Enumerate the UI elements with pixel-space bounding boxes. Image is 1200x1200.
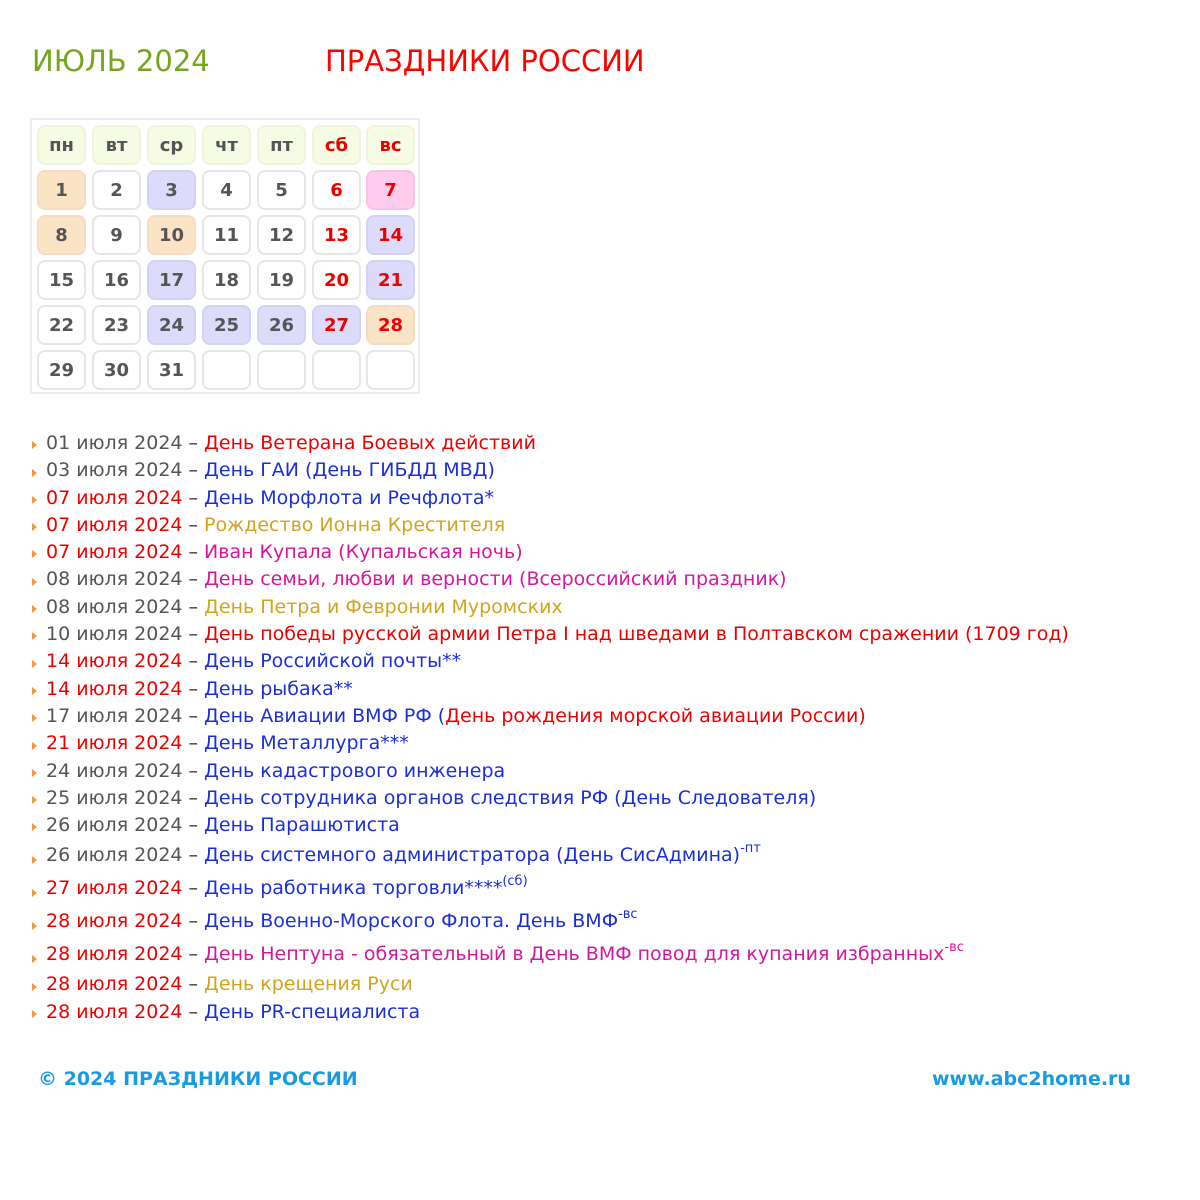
holiday-name-part: День победы русской армии Петра I над шведами в Полтавском сражении (1709 год): [204, 623, 1069, 646]
calendar-day: 7: [366, 170, 415, 210]
page-title: ПРАЗДНИКИ РОССИИ: [325, 44, 645, 78]
holiday-item: [32, 938, 1069, 971]
weekday-header: чт: [202, 125, 251, 165]
holiday-dash: –: [188, 486, 199, 509]
holiday-item: [32, 905, 1069, 938]
holiday-date: 07 июля 2024: [46, 486, 183, 509]
holiday-dash: –: [188, 943, 199, 966]
holiday-name: [204, 566, 787, 593]
calendar-day: 19: [257, 260, 306, 300]
bullet-arrow-icon: [32, 523, 37, 531]
holiday-name: [204, 457, 495, 484]
bullet-arrow-icon: [32, 578, 37, 586]
holiday-name-part: День Нептуна - обязательный в День ВМФ повод для купания избранных: [204, 943, 945, 966]
holiday-name: [204, 971, 413, 998]
holiday-name: [204, 999, 420, 1026]
holiday-note-superscript: -вс: [618, 907, 638, 923]
calendar-empty-cell: [312, 350, 361, 390]
holiday-name-part: День Парашютиста: [204, 814, 400, 837]
holiday-dash: –: [188, 844, 199, 867]
holiday-name: [204, 594, 563, 621]
calendar-day: 10: [147, 215, 196, 255]
holiday-dash: –: [188, 541, 199, 564]
weekday-header: пт: [257, 125, 306, 165]
holiday-dash: –: [188, 432, 199, 454]
holiday-item: [32, 872, 1069, 905]
holiday-date: 08 июля 2024: [46, 568, 183, 591]
holiday-name: [204, 676, 353, 703]
weekday-header: сб: [312, 125, 361, 165]
holiday-item: [32, 703, 1069, 730]
holiday-item: [32, 621, 1069, 648]
weekday-header: пн: [37, 125, 86, 165]
holiday-name-part: День рождения морской авиации России): [445, 704, 866, 727]
holiday-name: [204, 703, 866, 730]
footer-copyright: © 2024 ПРАЗДНИКИ РОССИИ: [38, 1068, 358, 1090]
holiday-date: 28 июля 2024: [46, 910, 183, 933]
holiday-dash: –: [188, 704, 199, 727]
holiday-date: 28 июля 2024: [46, 943, 183, 966]
bullet-arrow-icon: [32, 605, 37, 613]
calendar-day: 4: [202, 170, 251, 210]
holiday-name: [204, 539, 523, 566]
holiday-item: [32, 485, 1069, 512]
holiday-name-part: День Российской почты**: [204, 650, 462, 673]
holiday-name: [204, 648, 461, 675]
holiday-date: 28 июля 2024: [46, 1000, 183, 1023]
holiday-name-part: День рыбака**: [204, 677, 353, 700]
bullet-arrow-icon: [32, 632, 37, 640]
weekday-header: вт: [92, 125, 141, 165]
holiday-item: [32, 539, 1069, 566]
holiday-dash: –: [188, 732, 199, 755]
holiday-date: 21 июля 2024: [46, 732, 183, 755]
bullet-arrow-icon: [32, 687, 37, 695]
holiday-name-part: День семьи, любви и верности (Всероссийский праздник): [204, 568, 787, 591]
holiday-item: [32, 758, 1069, 785]
bullet-arrow-icon: [32, 769, 37, 777]
calendar-day: 22: [37, 305, 86, 345]
holiday-name: [204, 485, 494, 512]
holiday-dash: –: [188, 910, 199, 933]
holiday-date: 07 июля 2024: [46, 541, 183, 564]
holiday-date: 24 июля 2024: [46, 759, 183, 782]
bullet-arrow-icon: [32, 742, 37, 750]
calendar-day: 31: [147, 350, 196, 390]
holiday-date: 08 июля 2024: [46, 595, 183, 618]
calendar-day: 24: [147, 305, 196, 345]
bullet-arrow-icon: [32, 889, 37, 897]
holiday-name: [204, 512, 505, 539]
holiday-name-part: День PR-специалиста: [204, 1000, 421, 1023]
holiday-note-superscript: -пт: [740, 841, 761, 857]
holiday-date: 10 июля 2024: [46, 623, 183, 646]
holiday-item: [32, 457, 1069, 484]
holiday-name: [204, 785, 816, 812]
weekday-header: вс: [366, 125, 415, 165]
weekday-header: ср: [147, 125, 196, 165]
holiday-name-part: День Морфлота и Речфлота*: [204, 486, 495, 509]
holiday-date: 26 июля 2024: [46, 814, 183, 837]
calendar-empty-cell: [202, 350, 251, 390]
holiday-name-part: День сотрудника органов следствия РФ (День Следователя): [204, 786, 817, 809]
holiday-date: 25 июля 2024: [46, 786, 183, 809]
calendar-day: 15: [37, 260, 86, 300]
calendar-day: 8: [37, 215, 86, 255]
holiday-name-part: Рождество Ионна Крестителя: [204, 513, 506, 536]
calendar-day: 11: [202, 215, 251, 255]
holiday-item: [32, 730, 1069, 757]
holiday-date: 26 июля 2024: [46, 844, 183, 867]
footer-site-link[interactable]: www.abc2home.ru: [932, 1068, 1131, 1090]
holiday-date: 01 июля 2024: [46, 432, 183, 454]
calendar-day: 9: [92, 215, 141, 255]
holiday-name-part: День кадастрового инженера: [204, 759, 506, 782]
calendar-day: 6: [312, 170, 361, 210]
holiday-dash: –: [188, 513, 199, 536]
calendar-day: 18: [202, 260, 251, 300]
bullet-arrow-icon: [32, 660, 37, 668]
holiday-date: 03 июля 2024: [46, 459, 183, 482]
calendar-day: 1: [37, 170, 86, 210]
calendar-day: 13: [312, 215, 361, 255]
calendar-empty-cell: [257, 350, 306, 390]
calendar-day: 17: [147, 260, 196, 300]
bullet-arrow-icon: [32, 441, 37, 449]
holiday-note-superscript: -вс: [944, 940, 964, 956]
holiday-name-part: День Петра и Февронии Муромских: [204, 595, 563, 618]
bullet-arrow-icon: [32, 1010, 37, 1018]
bullet-arrow-icon: [32, 922, 37, 930]
bullet-arrow-icon: [32, 469, 37, 477]
holiday-dash: –: [188, 814, 199, 837]
holiday-dash: –: [188, 623, 199, 646]
calendar-day: 26: [257, 305, 306, 345]
holiday-dash: –: [188, 595, 199, 618]
bullet-arrow-icon: [32, 983, 37, 991]
holiday-date: 27 июля 2024: [46, 877, 183, 900]
holiday-name: [204, 430, 536, 457]
calendar-day: 30: [92, 350, 141, 390]
holiday-item: [32, 430, 1069, 457]
bullet-arrow-icon: [32, 550, 37, 558]
holiday-date: 17 июля 2024: [46, 704, 183, 727]
holiday-item: [32, 785, 1069, 812]
bullet-arrow-icon: [32, 955, 37, 963]
calendar-day: 14: [366, 215, 415, 255]
holiday-date: 14 июля 2024: [46, 677, 183, 700]
holiday-item: [32, 648, 1069, 675]
holiday-name: [204, 621, 1069, 648]
holiday-item: [32, 839, 1069, 872]
holiday-name: [204, 905, 638, 938]
calendar-day: 21: [366, 260, 415, 300]
holiday-dash: –: [188, 568, 199, 591]
calendar-day: 25: [202, 305, 251, 345]
holiday-name-part: День Металлурга***: [204, 732, 409, 755]
holiday-name: [204, 872, 528, 905]
calendar-grid: [30, 118, 420, 394]
holiday-item: [32, 512, 1069, 539]
holiday-name-part: День Военно-Морского Флота. День ВМФ: [204, 910, 619, 933]
holiday-name: [204, 758, 505, 785]
holiday-dash: –: [188, 973, 199, 996]
holiday-name-part: День ГАИ (День ГИБДД МВД): [204, 459, 495, 482]
holiday-date: 28 июля 2024: [46, 973, 183, 996]
holiday-dash: –: [188, 877, 199, 900]
holiday-item: [32, 566, 1069, 593]
holiday-dash: –: [188, 786, 199, 809]
calendar-day: 12: [257, 215, 306, 255]
holiday-dash: –: [188, 650, 199, 673]
calendar-day: 20: [312, 260, 361, 300]
calendar-day: 23: [92, 305, 141, 345]
holiday-name-part: День крещения Руси: [204, 973, 413, 996]
calendar-day: 16: [92, 260, 141, 300]
holiday-name: [204, 938, 964, 971]
calendar-day: 29: [37, 350, 86, 390]
holiday-name-part: День работника торговли****: [204, 877, 503, 900]
bullet-arrow-icon: [32, 714, 37, 722]
calendar-day: 28: [366, 305, 415, 345]
calendar-day: 3: [147, 170, 196, 210]
holiday-dash: –: [188, 459, 199, 482]
holiday-date: 14 июля 2024: [46, 650, 183, 673]
holiday-item: [32, 812, 1069, 839]
holiday-dash: –: [188, 1000, 199, 1023]
holiday-dash: –: [188, 759, 199, 782]
holiday-list: [32, 430, 1069, 1026]
bullet-arrow-icon: [32, 796, 37, 804]
calendar-empty-cell: [366, 350, 415, 390]
calendar-day: 5: [257, 170, 306, 210]
holiday-item: [32, 971, 1069, 998]
holiday-date: 07 июля 2024: [46, 513, 183, 536]
bullet-arrow-icon: [32, 823, 37, 831]
holiday-name-part: День Авиации ВМФ РФ (: [204, 704, 446, 727]
holiday-name-part: День системного администратора (День СисАдмина): [204, 844, 741, 867]
holiday-name-part: День Ветерана Боевых действий: [204, 432, 536, 454]
holiday-name: [204, 812, 400, 839]
holiday-item: [32, 999, 1069, 1026]
month-title: ИЮЛЬ 2024: [32, 44, 210, 78]
holiday-note-superscript: (сб): [502, 874, 528, 890]
holiday-name-part: Иван Купала (Купальская ночь): [204, 541, 523, 564]
holiday-item: [32, 676, 1069, 703]
holiday-name: [204, 730, 409, 757]
calendar-day: 27: [312, 305, 361, 345]
holiday-item: [32, 594, 1069, 621]
holiday-dash: –: [188, 677, 199, 700]
calendar-day: 2: [92, 170, 141, 210]
bullet-arrow-icon: [32, 856, 37, 864]
bullet-arrow-icon: [32, 496, 37, 504]
holiday-name: [204, 839, 761, 872]
